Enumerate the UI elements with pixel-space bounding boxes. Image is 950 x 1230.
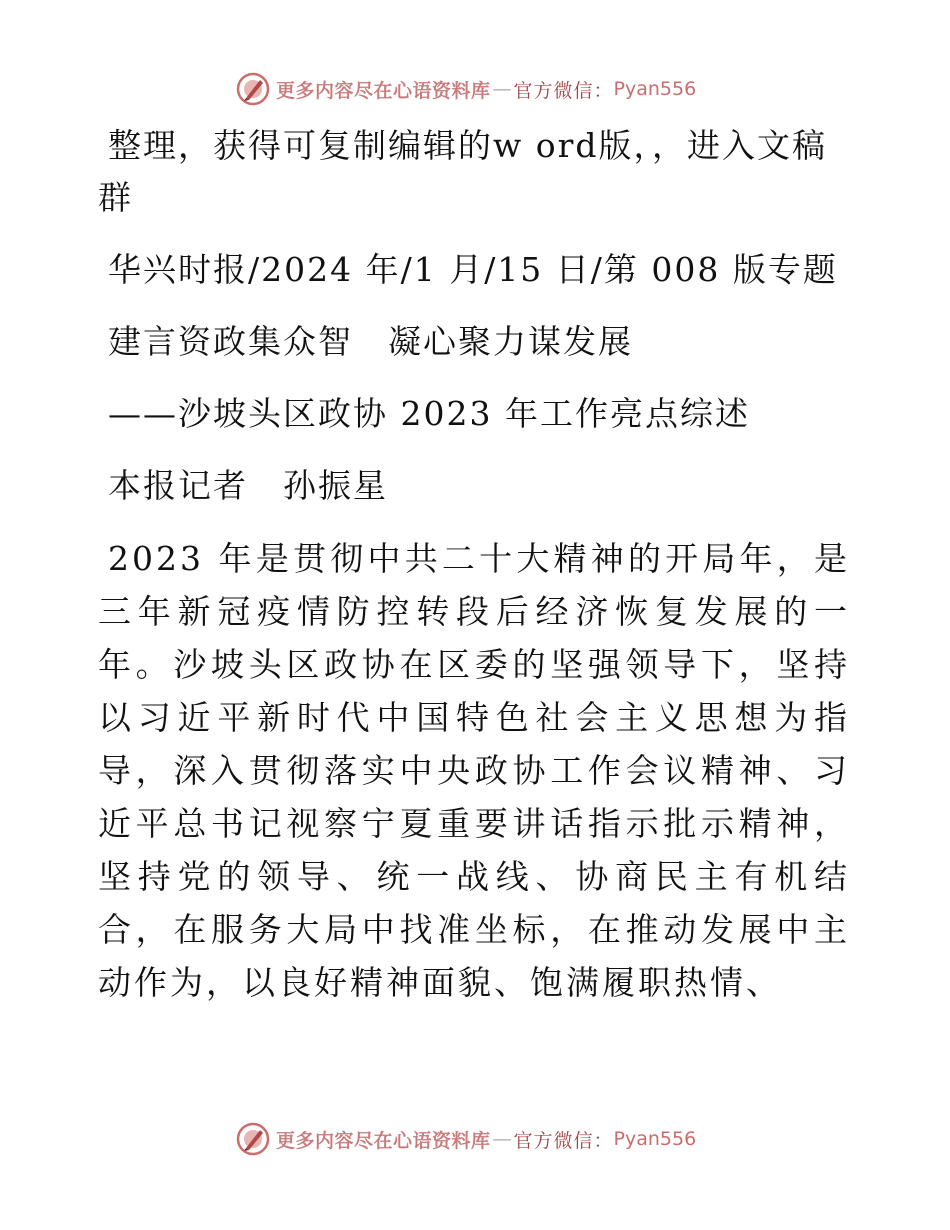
watermark-id: Pyan556 xyxy=(613,78,697,100)
byline: 本报记者 孙振星 xyxy=(108,466,388,505)
pen-logo-icon xyxy=(236,1122,270,1156)
header-watermark xyxy=(236,72,696,106)
source-line: 华兴时报/2024 年/1 月/15 日/第 008 版专题 xyxy=(108,250,838,289)
watermark-id: Pyan556 xyxy=(613,1128,697,1150)
body-paragraph: 2023 年是贯彻中共二十大精神的开局年，是三年新冠疫情防控转段后经济恢复发展的一年。沙坡头区政协在区委的坚强领导下，坚持以习近平新时代中国特色社会主义思想为指导，深入贯彻落实中央政协工作会议精神、习近平总书记视察宁夏重要讲话指示批示精神，坚持党的领导、统一战线、协商民主有机结合，在服务大局中找准坐标，在推动发展中主动作为，以良好精神面貌、饱满履职热情、 xyxy=(98,539,850,1002)
watermark-separator: — xyxy=(492,78,512,100)
watermark-text: 更多内容尽在心语资料库 xyxy=(276,79,491,102)
pen-logo-icon xyxy=(236,72,270,106)
article-title: 建言资政集众智 凝心聚力谋发展 xyxy=(108,322,633,361)
document-body xyxy=(98,120,850,1009)
intro-line: 整理，获得可复制编辑的w ord版，，进入文稿 xyxy=(108,126,828,165)
footer-watermark xyxy=(236,1122,696,1156)
watermark-separator: — xyxy=(492,1128,512,1150)
article-subtitle: ——沙坡头区政协 2023 年工作亮点综述 xyxy=(108,394,750,433)
watermark-contact: 官方微信： xyxy=(513,79,614,102)
intro-line-continued: 群 xyxy=(98,178,133,217)
watermark-text: 更多内容尽在心语资料库 xyxy=(276,1129,491,1152)
watermark-contact: 官方微信： xyxy=(513,1129,614,1152)
